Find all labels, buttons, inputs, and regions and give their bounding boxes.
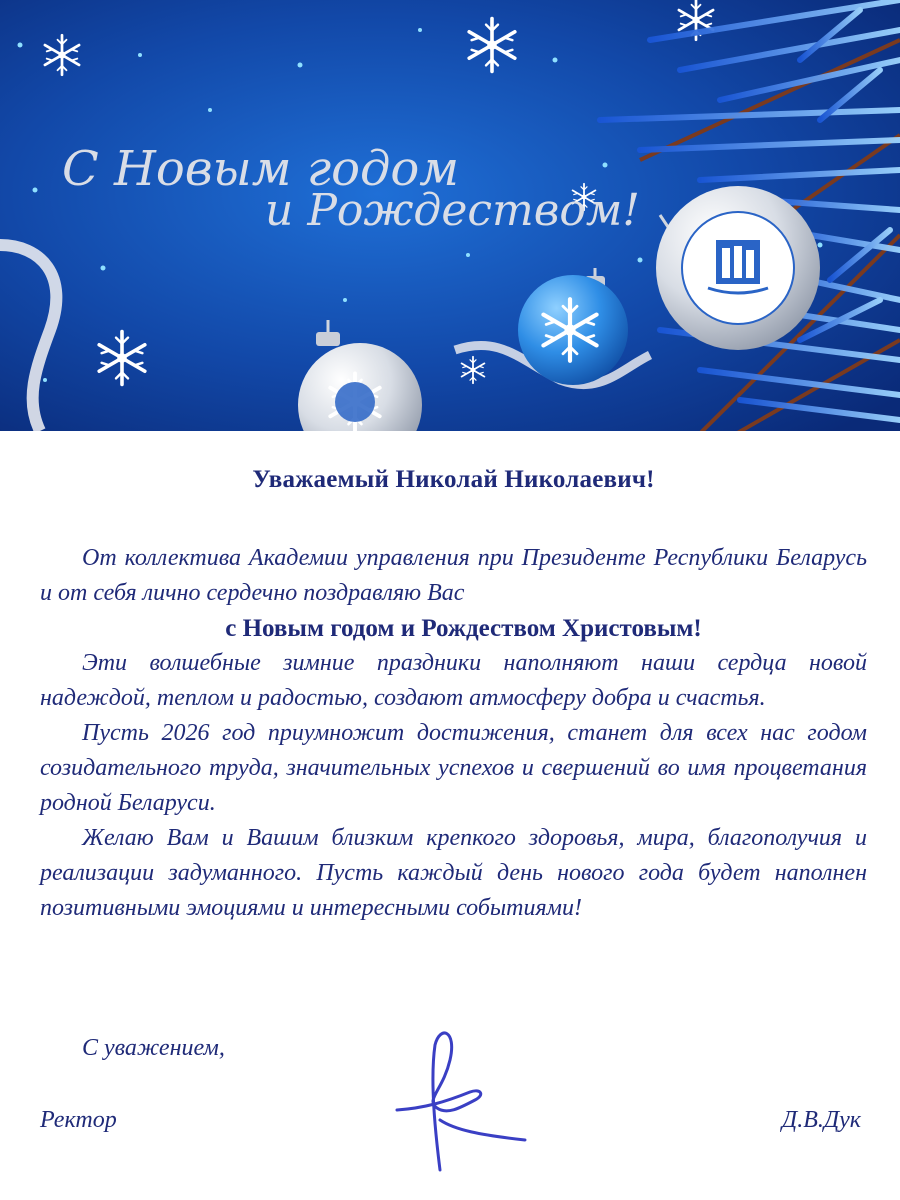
closing: С уважением,: [82, 1035, 225, 1061]
academy-emblem: [656, 186, 820, 350]
highlight-line: с Новым годом и Рождеством Христовым!: [225, 615, 702, 642]
salutation: Уважаемый Николай Николаевич!: [252, 466, 655, 493]
paragraph-3: Пусть 2026 год приумножит достижения, станет для всех нас годом созидательного труда, значительных успехов и свершений во имя процветания родной Беларуси.: [40, 720, 867, 816]
paragraph-2: Эти волшебные зимние праздники наполняют наши сердца новой надеждой, теплом и радостью, создают атмосферу добра и счастья.: [40, 650, 867, 711]
letter-body: [40, 541, 867, 926]
banner-artwork: [0, 0, 900, 431]
paragraph-1: От коллектива Академии управления при Президенте Республики Беларусь и от себя лично сердечно поздравляю Вас: [40, 545, 867, 606]
signature: [385, 1020, 535, 1200]
signer-name: Д.В.Дук: [781, 1107, 861, 1133]
paragraph-4: Желаю Вам и Вашим близким крепкого здоровья, мира, благополучия и реализации задуманного. Пусть каждый день нового года будет наполнен позитивными эмоциями и интересными событиями!: [40, 825, 867, 921]
greeting-line-1: С Новым годом: [62, 141, 460, 197]
holiday-banner: [0, 0, 900, 431]
signer-position: Ректор: [40, 1107, 117, 1133]
greeting-line-2: и Рождеством!: [265, 185, 640, 236]
